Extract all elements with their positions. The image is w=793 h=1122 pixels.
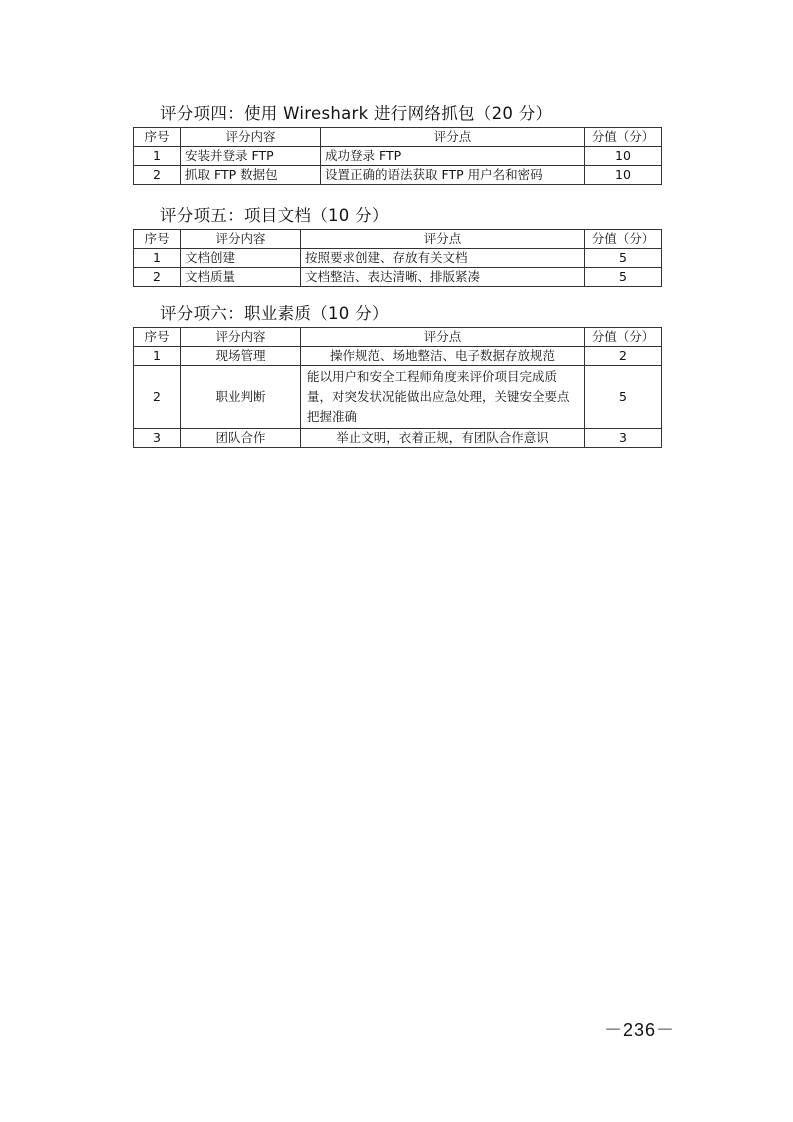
cell-score: 2 [585,347,662,366]
section-project-docs [133,205,661,287]
cell-content: 职业判断 [181,366,301,429]
cell-index: 1 [134,249,181,268]
cell-criteria: 成功登录 FTP [321,147,585,166]
section-professional-quality [133,303,661,448]
table-row [134,249,662,268]
table-row [134,166,662,185]
cell-score: 5 [585,249,662,268]
header-index: 序号 [134,230,181,249]
section-title: 评分项四：使用 Wireshark 进行网络抓包（20 分） [160,104,553,123]
table-row [134,429,662,448]
cell-score: 5 [585,268,662,287]
cell-index: 2 [134,268,181,287]
scoring-table [133,127,662,185]
scoring-table [133,229,662,287]
table-header-row [134,328,662,347]
cell-content: 文档质量 [181,268,301,287]
cell-index: 2 [134,166,181,185]
cell-content: 文档创建 [181,249,301,268]
section-wireshark-capture [133,103,661,185]
cell-content: 安装并登录 FTP [181,147,321,166]
cell-criteria: 操作规范、场地整洁、电子数据存放规范 [301,347,585,366]
cell-index: 1 [134,347,181,366]
table-header-row [134,128,662,147]
header-content: 评分内容 [181,328,301,347]
table-row [134,147,662,166]
header-criteria: 评分点 [321,128,585,147]
section-title: 评分项六：职业素质（10 分） [160,304,389,323]
table-row [134,268,662,287]
header-criteria: 评分点 [301,230,585,249]
table-row [134,366,662,429]
cell-score: 10 [585,166,662,185]
header-score: 分值（分） [585,128,662,147]
table-row [134,347,662,366]
scoring-table [133,327,662,448]
section-title: 评分项五：项目文档（10 分） [160,206,389,225]
cell-criteria: 文档整洁、表达清晰、排版紧凑 [301,268,585,287]
cell-criteria: 按照要求创建、存放有关文档 [301,249,585,268]
cell-score: 10 [585,147,662,166]
header-criteria: 评分点 [301,328,585,347]
header-index: 序号 [134,128,181,147]
cell-criteria: 举止文明，衣着正规，有团队合作意识 [301,429,585,448]
header-score: 分值（分） [585,230,662,249]
cell-content: 抓取 FTP 数据包 [181,166,321,185]
page-number: －236－ [604,1020,676,1040]
table-header-row [134,230,662,249]
cell-index: 2 [134,366,181,429]
cell-index: 3 [134,429,181,448]
cell-index: 1 [134,147,181,166]
header-score: 分值（分） [585,328,662,347]
cell-criteria: 设置正确的语法获取 FTP 用户名和密码 [321,166,585,185]
cell-content: 团队合作 [181,429,301,448]
cell-score: 5 [585,366,662,429]
cell-content: 现场管理 [181,347,301,366]
cell-score: 3 [585,429,662,448]
header-content: 评分内容 [181,230,301,249]
cell-criteria: 能以用户和安全工程师角度来评价项目完成质量，对突发状况能做出应急处理，关键安全要点把握准确 [301,366,585,429]
header-index: 序号 [134,328,181,347]
header-content: 评分内容 [181,128,321,147]
